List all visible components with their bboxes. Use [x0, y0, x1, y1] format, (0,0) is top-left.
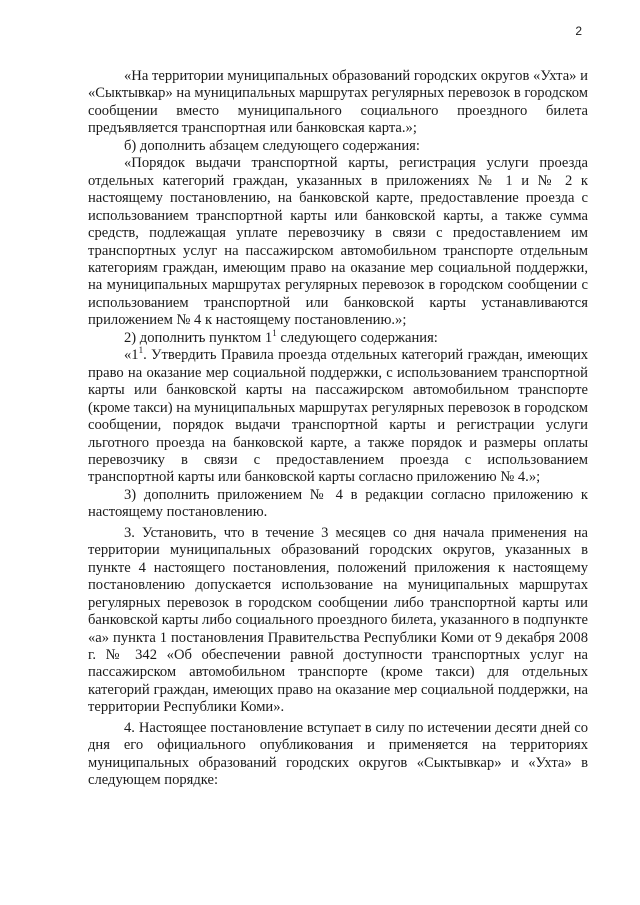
paragraph-quote-ukhta: «На территории муниципальных образований городских округов «Ухта» и «Сыктывкар» на муниципальных маршрутах регулярных перевозок в городском сообщении вместо муниципального социального проездного билета предъявляется транспортная или банковская карта.»;: [88, 68, 588, 137]
paragraph-order-transport-card: «Порядок выдачи транспортной карты, регистрация услуги проезда отдельных категорий граждан, указанных в приложениях № 1 и № 2 к настоящему постановлению, на банковской карте, предоставление проезда с использованием транспортной карты или банковской карты, а также сумма средств, подлежащая уплате перевозчику в связи с предоставлением им транспортных услуг на пассажирском автомобильном транспорте отдельным категориям граждан, имеющим право на оказание мер социальной поддержки, на муниципальных маршрутах регулярных перевозок в городском сообщении с использованием транспортной или банковской карты устанавливаются приложением № 4 к настоящему постановлению.»;: [88, 155, 588, 329]
paragraph-section-4: 4. Настоящее постановление вступает в силу по истечении десяти дней со дня его официального опубликования и применяется на территориях муниципальных образований городских округов «Сыктывкар» и «Ухта» в следующем порядке:: [88, 719, 588, 789]
paragraph-point-2-tail: следующего содержания:: [276, 329, 438, 346]
paragraph-section-3: 3. Установить, что в течение 3 месяцев со дня начала применения на территории муниципальных образований городских округов, указанных в пункте 4 настоящего постановления, положений приложения к настоящему постановлению допускается использование на муниципальных маршрутах регулярных перевозок в городском сообщении либо транспортной карты или банковской карты либо социального проездного билета, указанного в подпункте «а» пункта 1 постановления Правительства Республики Коми от 9 декабря 2008 г. № 342 «Об обеспечении равной доступности транспортных услуг на пассажирском автомобильном транспорте (кроме такси) для отдельных категорий граждан, имеющих право на оказание мер социальной поддержки, на территории Республики Коми».: [88, 524, 588, 716]
paragraph-point-3-appendix: 3) дополнить приложением № 4 в редакции согласно приложению к настоящему постановлению.: [88, 486, 588, 521]
superscript-1: 1: [138, 345, 144, 356]
document-body: [88, 68, 588, 790]
paragraph-point-1-1-tail: . Утвердить Правила проезда отдельных категорий граждан, имеющих право на оказание мер социальной поддержки, с использованием транспортной карты или банковской карты на пассажирском автомобильном транспорте (кроме такси) на муниципальных маршрутах регулярных перевозок в городском сообщении, порядок выдачи транспортной карты и регистрации услуги льготного проезда на банковской карте, а также порядок и размеры оплаты перевозчику в связи с предоставлением проезда с использованием транспортной карты или банковской карты согласно приложению № 4.»;: [88, 347, 588, 486]
paragraph-point-2: [88, 327, 588, 347]
paragraph-point-1-1: [88, 347, 588, 487]
page-number: 2: [575, 24, 582, 38]
paragraph-point-1-1-head: «1: [124, 347, 139, 364]
superscript-1: 1: [272, 327, 277, 338]
paragraph-point-2-head: 2) дополнить пунктом 1: [124, 329, 273, 346]
paragraph-subpoint-b: б) дополнить абзацем следующего содержания:: [124, 137, 420, 154]
